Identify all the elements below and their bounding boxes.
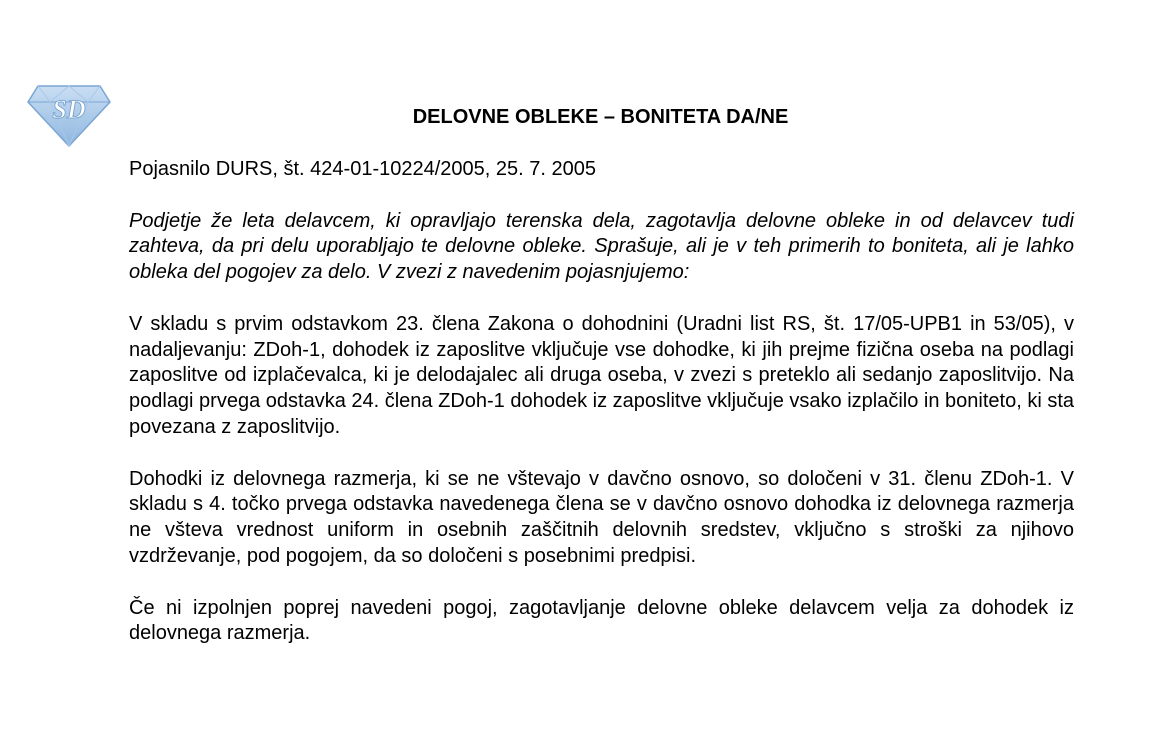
svg-text:SD: SD — [52, 95, 86, 124]
body-paragraph-2: Dohodki iz delovnega razmerja, ki se ne vštevajo v davčno osnovo, so določeni v 31. členu ZDoh-1. V skladu s 4. točko prvega odstavka navedenega člena se v davčno osnovo dohodka iz delovnega razmerja ne všteva vrednost uniform in osebnih zaščitnih delovnih sredstev, vključno s stroški za njihovo vzdrževanje, pod pogojem, da so določeni s posebnimi predpisi. — [129, 467, 1074, 567]
document-subtitle: Pojasnilo DURS, št. 424-01-10224/2005, 25. 7. 2005 — [129, 158, 596, 180]
question-paragraph: Podjetje že leta delavcem, ki opravljajo terenska dela, zagotavlja delovne obleke in od delavcev tudi zahteva, da pri delu uporabljajo te delovne obleke. Sprašuje, ali je v teh primerih to boniteta, ali je lahko obleka del pogojev za delo. V zvezi z navedenim pojasnjujemo: — [129, 209, 1074, 284]
document-title: DELOVNE OBLEKE – BONITETA DA/NE — [412, 106, 789, 128]
document-body — [129, 157, 1074, 673]
body-paragraph-1: V skladu s prvim odstavkom 23. člena Zakona o dohodnini (Uradni list RS, št. 17/05-UPB1 in 53/05), v nadaljevanju: ZDoh-1, dohodek iz zaposlitve vključuje vse dohodke, ki jih prejme fizična oseba na podlagi zaposlitve od izplačevalca, ki je delodajalec ali druga oseba, v zvezi s preteklo ali sedanjo zaposlitvijo. Na podlagi prvega odstavka 24. člena ZDoh-1 dohodek iz zaposlitve vključuje vsako izplačilo in boniteto, ki sta povezana z zaposlitvijo. — [129, 312, 1074, 438]
body-paragraph-3: Če ni izpolnjen poprej navedeni pogoj, zagotavljanje delovne obleke delavcem velja za dohodek iz delovnega razmerja. — [129, 596, 1074, 645]
